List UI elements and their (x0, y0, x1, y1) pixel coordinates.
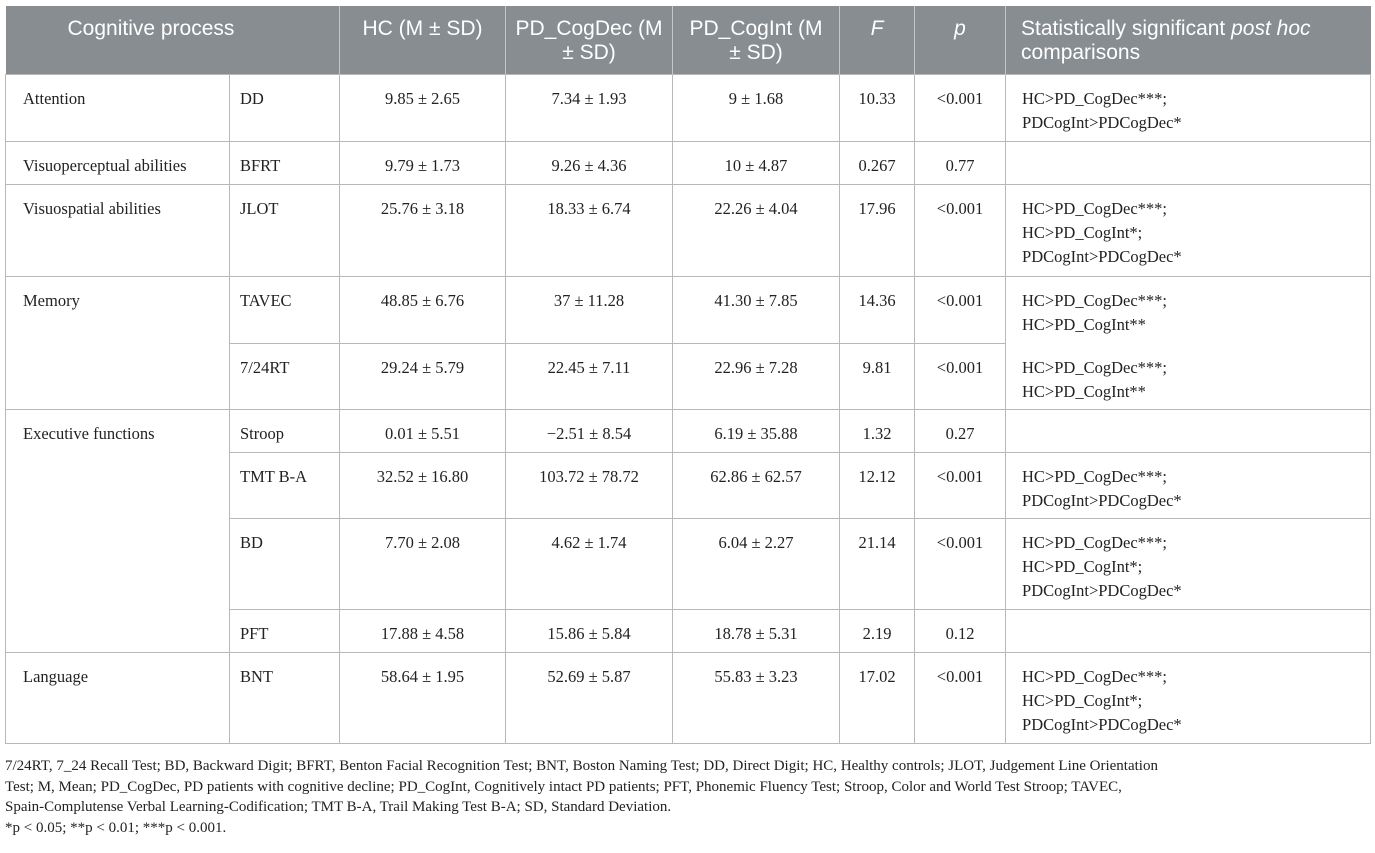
comparisons-cell (1006, 344, 1371, 410)
p-cell: <0.001 (915, 653, 1006, 744)
f-cell: 17.02 (840, 653, 915, 744)
comparison-item: HC>PD_CogDec***; (1022, 357, 1167, 377)
cogint-cell: 41.30 ± 7.85 (673, 277, 840, 344)
table-row (6, 277, 1371, 344)
cogint-cell: 62.86 ± 62.57 (673, 453, 840, 519)
comparison-item: HC>PD_CogInt*; (1022, 691, 1143, 710)
test-cell: TAVEC (230, 277, 340, 344)
header-f: F (840, 6, 915, 75)
f-cell: 10.33 (840, 75, 915, 142)
cogint-cell: 6.04 ± 2.27 (673, 519, 840, 610)
cogdec-cell: 52.69 ± 5.87 (506, 653, 673, 744)
p-cell: 0.77 (915, 142, 1006, 185)
table-row (6, 410, 1371, 453)
cogdec-cell: 37 ± 11.28 (506, 277, 673, 344)
results-table-container (5, 6, 1370, 744)
test-cell: 7/24RT (230, 344, 340, 410)
cogint-cell: 9 ± 1.68 (673, 75, 840, 142)
comparisons-cell (1006, 277, 1371, 344)
test-cell: PFT (230, 610, 340, 653)
header-cognitive-process: Cognitive process (6, 6, 340, 75)
f-cell: 2.19 (840, 610, 915, 653)
hc-cell: 17.88 ± 4.58 (340, 610, 506, 653)
comparison-item: HC>PD_CogInt*; (1022, 223, 1143, 242)
f-cell: 14.36 (840, 277, 915, 344)
f-cell: 9.81 (840, 344, 915, 410)
results-table (5, 6, 1371, 744)
comparison-item: HC>PD_CogDec***; (1022, 89, 1167, 108)
f-cell: 12.12 (840, 453, 915, 519)
comparison-item: HC>PD_CogInt*; (1022, 557, 1143, 576)
comparisons-cell (1006, 410, 1371, 453)
cogdec-cell: 7.34 ± 1.93 (506, 75, 673, 142)
abbreviations-line-2: Test; M, Mean; PD_CogDec, PD patients with cognitive decline; PD_CogInt, Cognitively intact PD patients; PFT, Phonemic Fluency Test; Stroop, Color and World Test Stroop; TAVEC, (5, 778, 1122, 795)
comparison-item: PDCogInt>PDCogDec* (1022, 247, 1182, 266)
domain-cell: Attention (6, 75, 230, 142)
f-cell: 0.267 (840, 142, 915, 185)
domain-cell: Visuospatial abilities (6, 185, 230, 277)
comparison-item: HC>PD_CogInt** (1022, 381, 1146, 401)
comparison-item: HC>PD_CogDec***; (1022, 199, 1167, 218)
abbreviations-line-3: Spain-Complutense Verbal Learning-Codification; TMT B-A, Trail Making Test B-A; SD, Standard Deviation. (5, 799, 672, 815)
comparisons-cell (1006, 653, 1371, 744)
header-posthoc: Statistically significant post hoc comparisons (1006, 6, 1371, 75)
comparisons-cell (1006, 610, 1371, 653)
cogdec-cell: −2.51 ± 8.54 (506, 410, 673, 453)
comparison-item: HC>PD_CogDec***; (1022, 667, 1167, 686)
test-cell: BD (230, 519, 340, 610)
hc-cell: 58.64 ± 1.95 (340, 653, 506, 744)
cogdec-cell: 18.33 ± 6.74 (506, 185, 673, 277)
comparison-item: HC>PD_CogDec***; (1022, 291, 1167, 310)
header-pd-cogint: PD_CogInt (M ± SD) (673, 6, 840, 75)
abbreviations-line-1: 7/24RT, 7_24 Recall Test; BD, Backward Digit; BFRT, Benton Facial Recognition Test; BNT, Boston Naming Test; DD, Direct Digit; HC, Healthy controls; JLOT, Judgement Line Orientation (5, 758, 1158, 774)
comparisons-cell (1006, 185, 1371, 277)
hc-cell: 29.24 ± 5.79 (340, 344, 506, 410)
cogdec-cell: 103.72 ± 78.72 (506, 453, 673, 519)
table-row (6, 142, 1371, 185)
comparisons-cell (1006, 75, 1371, 142)
f-cell: 21.14 (840, 519, 915, 610)
table-row (6, 653, 1371, 744)
cogdec-cell: 22.45 ± 7.11 (506, 344, 673, 410)
p-cell: <0.001 (915, 344, 1006, 410)
comparisons-cell (1006, 142, 1371, 185)
comparison-item: HC>PD_CogDec***; (1022, 533, 1167, 552)
hc-cell: 32.52 ± 16.80 (340, 453, 506, 519)
test-cell: BNT (230, 653, 340, 744)
p-cell: <0.001 (915, 519, 1006, 610)
p-cell: <0.001 (915, 277, 1006, 344)
comparisons-cell (1006, 453, 1371, 519)
domain-cell: Visuoperceptual abilities (6, 142, 230, 185)
test-cell: TMT B-A (230, 453, 340, 519)
cogint-cell: 10 ± 4.87 (673, 142, 840, 185)
table-row (6, 185, 1371, 277)
comparison-item: HC>PD_CogInt** (1022, 315, 1146, 334)
p-cell: <0.001 (915, 75, 1006, 142)
header-hc: HC (M ± SD) (340, 6, 506, 75)
f-cell: 1.32 (840, 410, 915, 453)
cogint-cell: 55.83 ± 3.23 (673, 653, 840, 744)
hc-cell: 48.85 ± 6.76 (340, 277, 506, 344)
comparison-item: PDCogInt>PDCogDec* (1022, 715, 1182, 734)
table-footnote (5, 756, 1367, 838)
hc-cell: 9.79 ± 1.73 (340, 142, 506, 185)
cogint-cell: 22.96 ± 7.28 (673, 344, 840, 410)
hc-cell: 0.01 ± 5.51 (340, 410, 506, 453)
comparison-item: PDCogInt>PDCogDec* (1022, 581, 1182, 600)
header-p: p (915, 6, 1006, 75)
comparison-item: HC>PD_CogDec***; (1022, 467, 1167, 486)
table-row (6, 75, 1371, 142)
cogint-cell: 18.78 ± 5.31 (673, 610, 840, 653)
p-cell: 0.27 (915, 410, 1006, 453)
p-cell: 0.12 (915, 610, 1006, 653)
comparisons-cell (1006, 519, 1371, 610)
test-cell: DD (230, 75, 340, 142)
p-cell: <0.001 (915, 185, 1006, 277)
comparison-item: PDCogInt>PDCogDec* (1022, 113, 1182, 132)
f-cell: 17.96 (840, 185, 915, 277)
cogdec-cell: 9.26 ± 4.36 (506, 142, 673, 185)
hc-cell: 9.85 ± 2.65 (340, 75, 506, 142)
test-cell: JLOT (230, 185, 340, 277)
significance-legend: *p < 0.05; **p < 0.01; ***p < 0.001. (5, 819, 227, 836)
cogint-cell: 6.19 ± 35.88 (673, 410, 840, 453)
hc-cell: 25.76 ± 3.18 (340, 185, 506, 277)
cogint-cell: 22.26 ± 4.04 (673, 185, 840, 277)
p-cell: <0.001 (915, 453, 1006, 519)
header-pd-cogdec: PD_CogDec (M ± SD) (506, 6, 673, 75)
header-row (6, 6, 1371, 75)
cogdec-cell: 15.86 ± 5.84 (506, 610, 673, 653)
domain-cell: Memory (6, 277, 230, 410)
test-cell: Stroop (230, 410, 340, 453)
domain-cell: Executive functions (6, 410, 230, 653)
hc-cell: 7.70 ± 2.08 (340, 519, 506, 610)
domain-cell: Language (6, 653, 230, 744)
test-cell: BFRT (230, 142, 340, 185)
comparison-item: PDCogInt>PDCogDec* (1022, 491, 1182, 510)
cogdec-cell: 4.62 ± 1.74 (506, 519, 673, 610)
